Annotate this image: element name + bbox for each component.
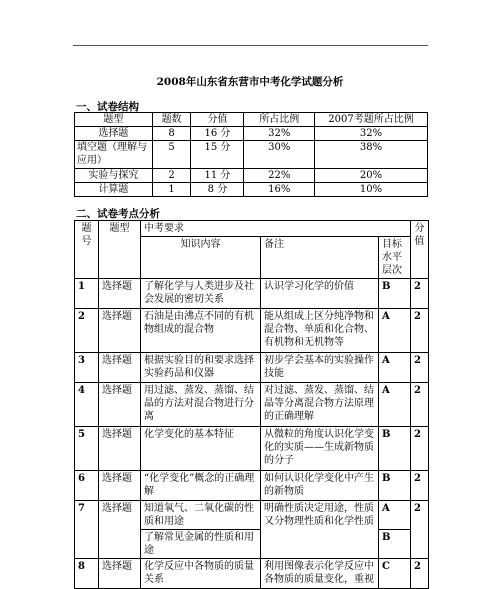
note: 从微粒的角度认识化学变化的实质——生成新物质的分子: [261, 427, 379, 471]
target-level: C: [379, 559, 411, 589]
knowledge-content: 用过滤、蒸发、蒸馏、结晶的方法对混合物进行分离: [141, 383, 261, 427]
cell: 选择题: [75, 127, 153, 141]
table-row: [75, 383, 429, 427]
cell: 15 分: [191, 141, 244, 169]
header-knowledge: 知识内容: [141, 237, 261, 279]
cell: 20%: [315, 169, 428, 183]
table-row: [75, 471, 429, 501]
cell: 2: [152, 169, 191, 183]
target-level: B: [379, 279, 411, 309]
question-number: 8: [75, 559, 99, 589]
note: 如何认识化学变化中产生的新物质: [261, 471, 379, 501]
header-type: 题型: [99, 221, 141, 279]
question-type: 选择题: [99, 279, 141, 309]
note: 初步学会基本的实验操作技能: [261, 353, 379, 383]
knowledge-content: 了解化学与人类进步及社会发展的密切关系: [141, 279, 261, 309]
score: 2: [411, 501, 429, 559]
table-row: [75, 353, 429, 383]
question-number: 2: [75, 309, 99, 353]
header-num: 题号: [75, 221, 99, 279]
table-row: [75, 183, 428, 197]
cell: 5: [152, 141, 191, 169]
cell: 10%: [315, 183, 428, 197]
knowledge-content: 化学反应中各物质的质量关系: [141, 559, 261, 589]
question-number: 1: [75, 279, 99, 309]
table-row: [75, 559, 429, 589]
question-type: 选择题: [99, 309, 141, 353]
header-level: 目标水平层次: [379, 237, 411, 279]
header-score: 分值: [191, 113, 244, 127]
question-type: 选择题: [99, 383, 141, 427]
table-row: [75, 309, 429, 353]
cell: 38%: [315, 141, 428, 169]
target-level: B: [379, 471, 411, 501]
table-row: [75, 279, 429, 309]
question-type: 选择题: [99, 427, 141, 471]
knowledge-content: 了解常见金属的性质和用途: [141, 530, 261, 559]
question-number: 4: [75, 383, 99, 427]
note: 明确性质决定用途，性质又分物理性质和化学性质: [261, 501, 379, 559]
top-rule: [73, 45, 428, 46]
analysis-table: [74, 220, 429, 589]
structure-table: [74, 112, 428, 197]
knowledge-content: 化学变化的基本特征: [141, 427, 261, 471]
score: 2: [411, 279, 429, 309]
cell: 16%: [244, 183, 315, 197]
question-number: 7: [75, 501, 99, 559]
cell: 1: [152, 183, 191, 197]
target-level: A: [379, 353, 411, 383]
cell: 计算题: [75, 183, 153, 197]
target-level: B: [379, 530, 411, 559]
header-requirement: 中考要求: [141, 221, 411, 237]
table-header-row: [75, 221, 429, 237]
score: 2: [411, 559, 429, 589]
score: 2: [411, 353, 429, 383]
score: 2: [411, 427, 429, 471]
question-type: 选择题: [99, 501, 141, 559]
target-level: A: [379, 501, 411, 530]
note: 对过滤、蒸发、蒸馏、结晶等分离混合物方法原理的正确理解: [261, 383, 379, 427]
cell: 填空题（理解与应用）: [75, 141, 153, 169]
section-heading-structure: 一、试卷结构: [76, 101, 139, 113]
cell: 8: [152, 127, 191, 141]
header-type: 题型: [75, 113, 153, 127]
question-number: 6: [75, 471, 99, 501]
score: 2: [411, 471, 429, 501]
section-heading-analysis: 二、试卷考点分析: [76, 208, 160, 220]
cell: 32%: [315, 127, 428, 141]
knowledge-content: 根据实验目的和要求选择实验药品和仪器: [141, 353, 261, 383]
question-number: 3: [75, 353, 99, 383]
header-count: 题数: [152, 113, 191, 127]
knowledge-content: “化学变化”概念的正确理解: [141, 471, 261, 501]
question-type: 选择题: [99, 559, 141, 589]
note: 利用图像表示化学反应中各物质的质量变化，重视: [261, 559, 379, 589]
cell: 11 分: [191, 169, 244, 183]
cell: 30%: [244, 141, 315, 169]
cell: 22%: [244, 169, 315, 183]
note: 认识学习化学的价值: [261, 279, 379, 309]
question-type: 选择题: [99, 471, 141, 501]
note: 能从组成上区分纯净物和混合物、单质和化合物、有机物和无机物等: [261, 309, 379, 353]
header-score: 分值: [411, 221, 429, 279]
knowledge-content: 石油是由沸点不同的有机物组成的混合物: [141, 309, 261, 353]
header-ratio: 所占比例: [244, 113, 315, 127]
score: 2: [411, 309, 429, 353]
target-level: A: [379, 309, 411, 353]
target-level: B: [379, 427, 411, 471]
cell: 实验与探究: [75, 169, 153, 183]
page-title: 2008年山东省东营市中考化学试题分析: [156, 76, 344, 88]
question-type: 选择题: [99, 353, 141, 383]
header-ratio-2007: 2007考题所占比例: [315, 113, 428, 127]
header-note: 备注: [261, 237, 379, 279]
cell: 16 分: [191, 127, 244, 141]
knowledge-content: 知道氧气、二氧化碳的性质和用途: [141, 501, 261, 530]
question-number: 5: [75, 427, 99, 471]
cell: 8 分: [191, 183, 244, 197]
score: 2: [411, 383, 429, 427]
table-header-row: [75, 113, 428, 127]
cell: 32%: [244, 127, 315, 141]
table-row: [75, 141, 428, 169]
table-row: [75, 501, 429, 530]
table-row: [75, 127, 428, 141]
target-level: A: [379, 383, 411, 427]
table-row: [75, 169, 428, 183]
table-row: [75, 427, 429, 471]
